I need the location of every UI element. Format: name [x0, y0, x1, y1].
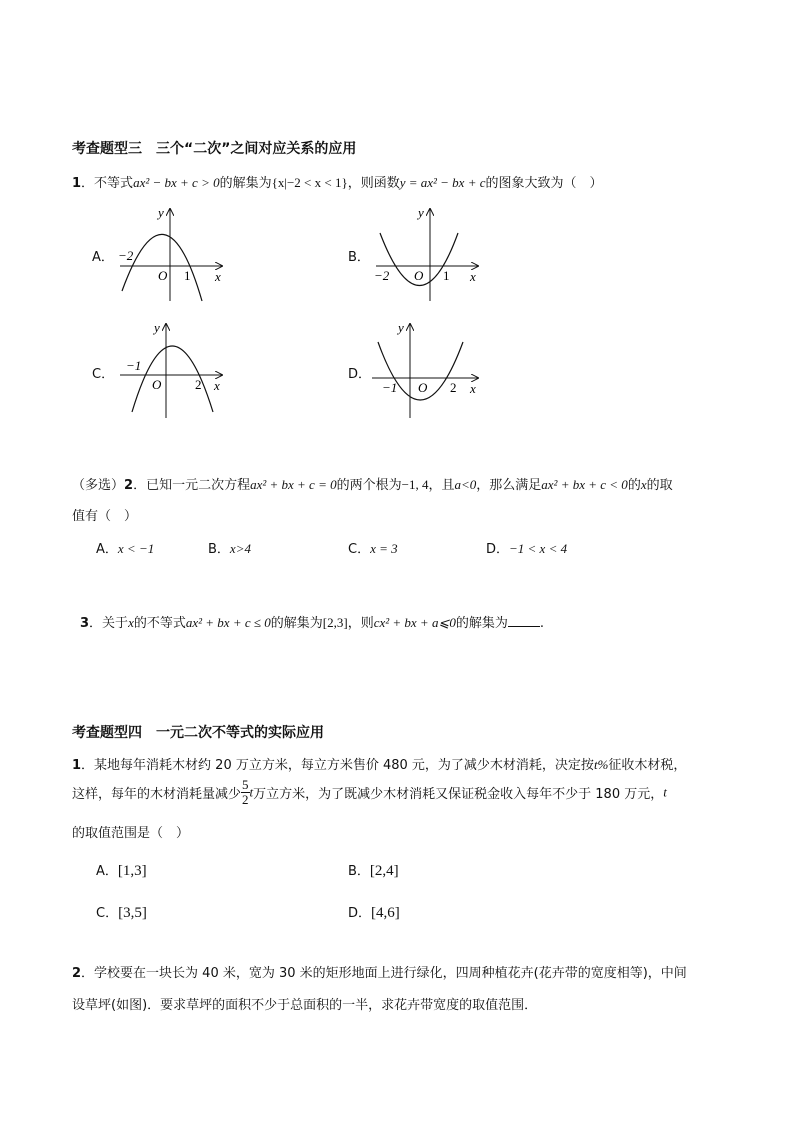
solution-set: [2,3] — [322, 615, 348, 630]
option-value: [4,6] — [371, 905, 400, 921]
stem-text: 的取 — [646, 478, 673, 493]
stem-text: ，那么满足 — [476, 478, 542, 493]
stem-text: 的解集为 — [270, 616, 323, 631]
option-label: C． — [348, 542, 371, 557]
origin-label: O — [414, 268, 424, 283]
stem-text: 万立方米，为了既减少木材消耗又保证税金收入每年不少于 180 万元， — [253, 787, 664, 802]
inequality: ax² + bx + c < 0 — [541, 477, 628, 492]
graph-c[interactable] — [110, 320, 230, 420]
stem-text: 这样，每年的木材消耗量减少 — [72, 787, 242, 802]
s4-q1-line3: 的取值范围是（ ） — [72, 826, 190, 841]
s4-q1-option-b[interactable] — [348, 860, 399, 880]
section4-title: 考查题型四 一元二次不等式的实际应用 — [72, 725, 324, 741]
graph-d[interactable] — [368, 320, 483, 420]
multi-select-tag: （多选） — [72, 478, 125, 493]
option-value: x < −1 — [117, 541, 155, 556]
stem-text: 征收木材税， — [608, 758, 687, 773]
stem-text: 的解集为 — [455, 616, 508, 631]
variable: t — [249, 784, 254, 800]
s4-q2-line1 — [72, 962, 687, 981]
variable: x — [128, 615, 134, 630]
origin-label: O — [152, 377, 162, 392]
x-axis-label: x — [215, 269, 221, 284]
option-label: B． — [208, 542, 230, 557]
x-axis-label: x — [470, 269, 476, 284]
question-number: 2 — [72, 966, 82, 981]
root-left-label: −1 — [126, 358, 142, 373]
question-number: 3 — [80, 616, 90, 631]
stem-text: 的不等式 — [133, 616, 186, 631]
x-axis-label: x — [470, 381, 476, 396]
root-left-label: −1 — [382, 380, 398, 395]
root-right-label: 2 — [195, 377, 202, 392]
option-label: C． — [96, 906, 119, 921]
option-label: B． — [348, 864, 370, 879]
graph-a[interactable] — [110, 203, 230, 303]
s4-q2-line2: 设草坪(如图)．要求草坪的面积不少于总面积的一半，求花卉带宽度的取值范围． — [72, 998, 538, 1013]
root-left-label: −2 — [118, 248, 134, 263]
stem-text: 的两个根为 — [336, 478, 402, 493]
s3-q2-option-c[interactable] — [348, 538, 398, 557]
question-number: 2 — [124, 478, 134, 493]
stem-text: ，且 — [428, 478, 455, 493]
root-right-label: 1 — [443, 268, 450, 283]
s4-q1-line2 — [72, 778, 667, 807]
option-label: A． — [96, 864, 118, 879]
origin-label: O — [158, 268, 168, 283]
option-value: −1 < x < 4 — [509, 541, 568, 556]
roots: −1, 4 — [401, 477, 429, 492]
tax-rate: t% — [593, 757, 609, 772]
root-right-label: 2 — [450, 380, 457, 395]
equation: ax² + bx + c = 0 — [250, 477, 337, 492]
s3-q2-option-b[interactable] — [208, 538, 251, 557]
stem-text: ．关于 — [89, 616, 129, 631]
y-axis-label: y — [398, 320, 404, 335]
y-axis-label: y — [158, 205, 164, 220]
graph-b[interactable] — [368, 203, 483, 303]
fraction — [241, 778, 250, 807]
answer-blank[interactable] — [508, 614, 540, 627]
question-number: 1 — [72, 176, 82, 191]
s3-q2-option-d[interactable] — [486, 538, 567, 557]
stem-text: ．学校要在一块长为 40 米，宽为 30 米的矩形地面上进行绿化，四周种植花卉(花卉带的宽度相等)，中间 — [81, 966, 687, 981]
option-label: D． — [486, 542, 510, 557]
fraction-numerator: 5 — [242, 777, 249, 792]
option-value: [1,3] — [117, 863, 147, 879]
option-value: x>4 — [229, 541, 251, 556]
option-value: [3,5] — [118, 905, 147, 921]
option-b-label[interactable]: B． — [348, 250, 370, 265]
fraction-denominator: 2 — [242, 792, 249, 807]
s3-q2-stem-line2: 值有（ ） — [72, 509, 138, 524]
inequality: ax² + bx + c ≤ 0 — [185, 615, 271, 630]
stem-text: 的解集为 — [219, 176, 272, 191]
x-axis-label: x — [214, 378, 220, 393]
stem-text: . — [539, 616, 545, 631]
s4-q1-option-d[interactable] — [348, 902, 400, 922]
s3-q3-stem — [80, 612, 544, 631]
option-value: [2,4] — [369, 863, 399, 879]
inequality: ax² − bx + c > 0 — [133, 175, 220, 190]
s4-q1-option-c[interactable] — [96, 902, 147, 922]
function: y = ax² − bx + c — [399, 175, 486, 190]
section3-title: 考查题型三 三个“二次”之间对应关系的应用 — [72, 141, 357, 157]
s4-q1-line1 — [72, 754, 686, 773]
root-right-label: 1 — [184, 268, 191, 283]
inequality-2: cx² + bx + a⩽0 — [373, 615, 456, 630]
option-d-label[interactable]: D． — [348, 367, 372, 382]
stem-text: ，则 — [347, 616, 374, 631]
option-c-label[interactable]: C． — [92, 367, 115, 382]
question-number: 1 — [72, 758, 82, 773]
root-left-label: −2 — [374, 268, 390, 283]
stem-text: 的图象大致为（ ） — [485, 176, 603, 191]
y-axis-label: y — [154, 320, 160, 335]
option-a-label[interactable]: A． — [92, 250, 114, 265]
stem-text: 的 — [627, 478, 641, 493]
option-label: D． — [348, 906, 372, 921]
stem-text: ．某地每年消耗木材约 20 万立方米，每立方米售价 480 元，为了减少木材消耗，决定按 — [81, 758, 594, 773]
y-axis-label: y — [418, 205, 424, 220]
s3-q2-stem — [72, 474, 673, 493]
variable: t — [663, 784, 667, 800]
origin-label: O — [418, 380, 428, 395]
stem-text: ．已知一元二次方程 — [133, 478, 251, 493]
condition: a<0 — [454, 477, 477, 492]
s3-q2-option-a[interactable] — [96, 538, 154, 557]
option-value: x = 3 — [370, 541, 398, 556]
solution-set: {x|−2 < x < 1} — [271, 175, 348, 190]
stem-text: ．不等式 — [81, 176, 134, 191]
s3-q1-stem — [72, 172, 603, 191]
s4-q1-option-a[interactable] — [96, 860, 147, 880]
variable: x — [640, 477, 647, 492]
option-label: A． — [96, 542, 118, 557]
stem-text: ，则函数 — [347, 176, 400, 191]
